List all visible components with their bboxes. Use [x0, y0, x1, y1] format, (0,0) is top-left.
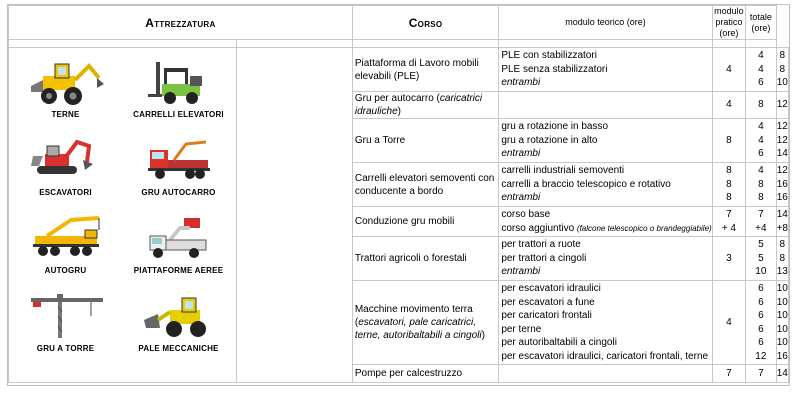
header-modulo-pratico: modulo pratico (ore) [714, 6, 744, 38]
teorico-cell: 4 [712, 48, 745, 92]
course-option: entrambi [501, 266, 541, 278]
header-attrezzatura: Attrezzatura [9, 6, 353, 40]
teorico-value: 8 [726, 192, 732, 204]
pratico-value: +4 [755, 222, 767, 234]
course-option: per autoribaltabili a cingoli [501, 337, 617, 348]
course-option: per caricatori frontali [501, 310, 592, 321]
course-option: per escavatori idraulici, caricatori frontali, terne [501, 350, 709, 362]
course-option: entrambi [501, 192, 541, 204]
totale-value: 14 [776, 209, 788, 220]
totale-cell [776, 119, 788, 163]
pratico-value: 8 [758, 192, 764, 204]
equipment-item [122, 136, 235, 214]
equipment-label: ESCAVATORI [39, 188, 92, 197]
spacer-cell [712, 40, 745, 48]
pratico-value: 6 [758, 77, 764, 89]
blank-column [237, 48, 353, 383]
totale-value: +8 [776, 222, 788, 234]
header-modulo-teorico: modulo teorico (ore) [499, 6, 712, 40]
course-name: Carrelli elevatori semoventi con conducente a bordo [352, 163, 498, 207]
pratico-value: 10 [755, 266, 767, 278]
totale-value: 10 [776, 296, 788, 308]
pratico-value: 5 [758, 252, 764, 264]
totale-cell [776, 163, 788, 207]
equipment-label: PALE MECCANICHE [138, 344, 219, 353]
course-name-italic: caricatrici idrauliche [354, 93, 483, 117]
course-table-frame [7, 4, 790, 386]
totale-value: 12 [776, 134, 788, 146]
teorico-cell: 4 [712, 281, 745, 365]
course-option: entrambi [501, 77, 541, 89]
pratico-value: 6 [758, 337, 764, 348]
pratico-value: 4 [758, 50, 764, 62]
table-row [9, 48, 789, 92]
header-totale: totale (ore) [746, 6, 776, 40]
equipment-item [9, 58, 122, 136]
equipment-label: CARRELLI ELEVATORI [133, 110, 224, 119]
pratico-cell [746, 119, 776, 163]
course-options [499, 163, 712, 207]
course-name [352, 92, 498, 119]
equipment-label: TERNE [51, 110, 80, 119]
excavator-icon [27, 136, 105, 184]
pratico-cell [746, 207, 776, 237]
pratico-value: 4 [758, 121, 764, 133]
backhoe-loader-icon [27, 58, 105, 106]
pratico-cell [746, 281, 776, 365]
teorico-value: 8 [726, 165, 732, 177]
course-name: Conduzione gru mobili [352, 207, 498, 237]
course-name: Pompe per calcestruzzo [352, 365, 498, 383]
equipment-item [122, 58, 235, 136]
course-option-note: (falcone telescopico o brandeggiabile) [576, 223, 712, 233]
totale-value: 16 [776, 192, 788, 204]
tower-crane-icon [27, 292, 105, 340]
course-option: gru a rotazione in alto [501, 134, 598, 146]
course-name-suffix: ) [397, 106, 401, 117]
equipment-item [9, 136, 122, 214]
course-option: per escavatori idraulici [501, 283, 601, 294]
totale-value: 8 [779, 239, 786, 251]
totale-value: 10 [776, 310, 788, 321]
pratico-value: 6 [758, 323, 764, 335]
totale-value: 10 [776, 77, 788, 89]
totale-value: 10 [776, 283, 788, 294]
wheel-loader-icon [140, 292, 218, 340]
totale-cell [776, 207, 788, 237]
course-option: carrelli a braccio telescopico e rotativo [501, 178, 671, 190]
course-options [499, 119, 712, 163]
spacer-cell [499, 40, 712, 48]
spacer-cell [9, 40, 237, 48]
course-options [499, 237, 712, 281]
header-corso: Corso [352, 6, 498, 40]
pratico-value: 7 [758, 209, 764, 220]
course-options [499, 92, 712, 119]
totale-cell [776, 237, 788, 281]
course-options [499, 207, 712, 237]
pratico-value: 6 [758, 296, 764, 308]
course-option-text: corso aggiuntivo [501, 222, 575, 234]
teorico-cell: 7 [712, 365, 745, 383]
course-name-italic: escavatori, pale caricatrici, terne, autoribaltabili a cingoli [354, 317, 482, 341]
spacer-cell [746, 40, 776, 48]
totale-cell [776, 281, 788, 365]
equipment-panel [9, 48, 237, 383]
totale-value: 16 [776, 178, 788, 190]
course-name-suffix: ) [481, 330, 485, 341]
totale-cell [776, 48, 788, 92]
course-option: PLE senza stabilizzatori [501, 63, 608, 75]
course-name-prefix: Macchine movimento terra ( [354, 304, 473, 328]
totale-cell: 12 [776, 92, 788, 119]
pratico-value: 4 [758, 63, 764, 75]
totale-value: 8 [779, 63, 786, 75]
course-option: entrambi [501, 148, 541, 160]
totale-value: 10 [776, 323, 788, 335]
pratico-cell [746, 237, 776, 281]
course-option: per escavatori a fune [501, 296, 595, 308]
course-option [501, 222, 711, 236]
totale-value: 12 [776, 165, 788, 177]
aerial-platform-icon [140, 214, 218, 262]
truck-crane-icon [140, 136, 218, 184]
teorico-cell: 8 [712, 119, 745, 163]
pratico-value: 12 [755, 350, 767, 362]
totale-value: 14 [776, 148, 788, 160]
equipment-item [9, 214, 122, 292]
course-option: per terne [501, 323, 542, 335]
equipment-label: GRU AUTOCARRO [141, 188, 216, 197]
pratico-value: 6 [758, 310, 764, 321]
equipment-label: GRU A TORRE [36, 344, 95, 353]
course-option: per trattori a cingoli [501, 252, 587, 264]
pratico-cell: 7 [746, 365, 776, 383]
course-name: Piattaforma di Lavoro mobili elevabili (PLE) [352, 48, 498, 92]
pratico-value: 6 [758, 283, 764, 294]
teorico-value: + 4 [721, 222, 736, 234]
course-options [499, 281, 712, 365]
pratico-value: 5 [758, 239, 764, 251]
pratico-value: 6 [758, 148, 764, 160]
course-options [499, 48, 712, 92]
course-table [8, 5, 789, 383]
equipment-item [122, 214, 235, 292]
course-option: corso base [501, 209, 551, 220]
totale-value: 16 [776, 350, 788, 362]
course-option: per trattori a ruote [501, 239, 581, 251]
equipment-label: PIATTAFORME AEREE [133, 266, 224, 275]
teorico-value: 8 [726, 178, 732, 190]
pratico-cell: 8 [746, 92, 776, 119]
totale-value: 12 [776, 121, 788, 133]
pratico-cell [746, 163, 776, 207]
totale-value: 10 [776, 337, 788, 348]
forklift-icon [140, 58, 218, 106]
teorico-cell: 3 [712, 237, 745, 281]
teorico-value: 7 [726, 209, 732, 220]
course-option: carrelli industriali semoventi [501, 165, 625, 177]
spacer-cell [237, 40, 353, 48]
equipment-item [9, 292, 122, 370]
totale-value: 8 [779, 252, 786, 264]
mobile-crane-icon [27, 214, 105, 262]
pratico-value: 4 [758, 165, 764, 177]
totale-cell: 14 [776, 365, 788, 383]
course-option: gru a rotazione in basso [501, 121, 609, 133]
course-name: Trattori agricoli o forestali [352, 237, 498, 281]
equipment-label: AUTOGRU [44, 266, 87, 275]
teorico-cell [712, 207, 745, 237]
equipment-item [122, 292, 235, 370]
course-option: PLE con stabilizzatori [501, 50, 597, 62]
course-name [352, 281, 498, 365]
spacer-cell [352, 40, 498, 48]
course-name: Gru a Torre [352, 119, 498, 163]
totale-value: 8 [779, 50, 786, 62]
teorico-cell [712, 163, 745, 207]
pratico-value: 4 [758, 134, 764, 146]
pratico-cell [746, 48, 776, 92]
totale-value: 13 [776, 266, 788, 278]
course-name-prefix: Gru per autocarro ( [354, 93, 440, 104]
teorico-cell: 4 [712, 92, 745, 119]
pratico-value: 8 [758, 178, 764, 190]
course-options [499, 365, 712, 383]
